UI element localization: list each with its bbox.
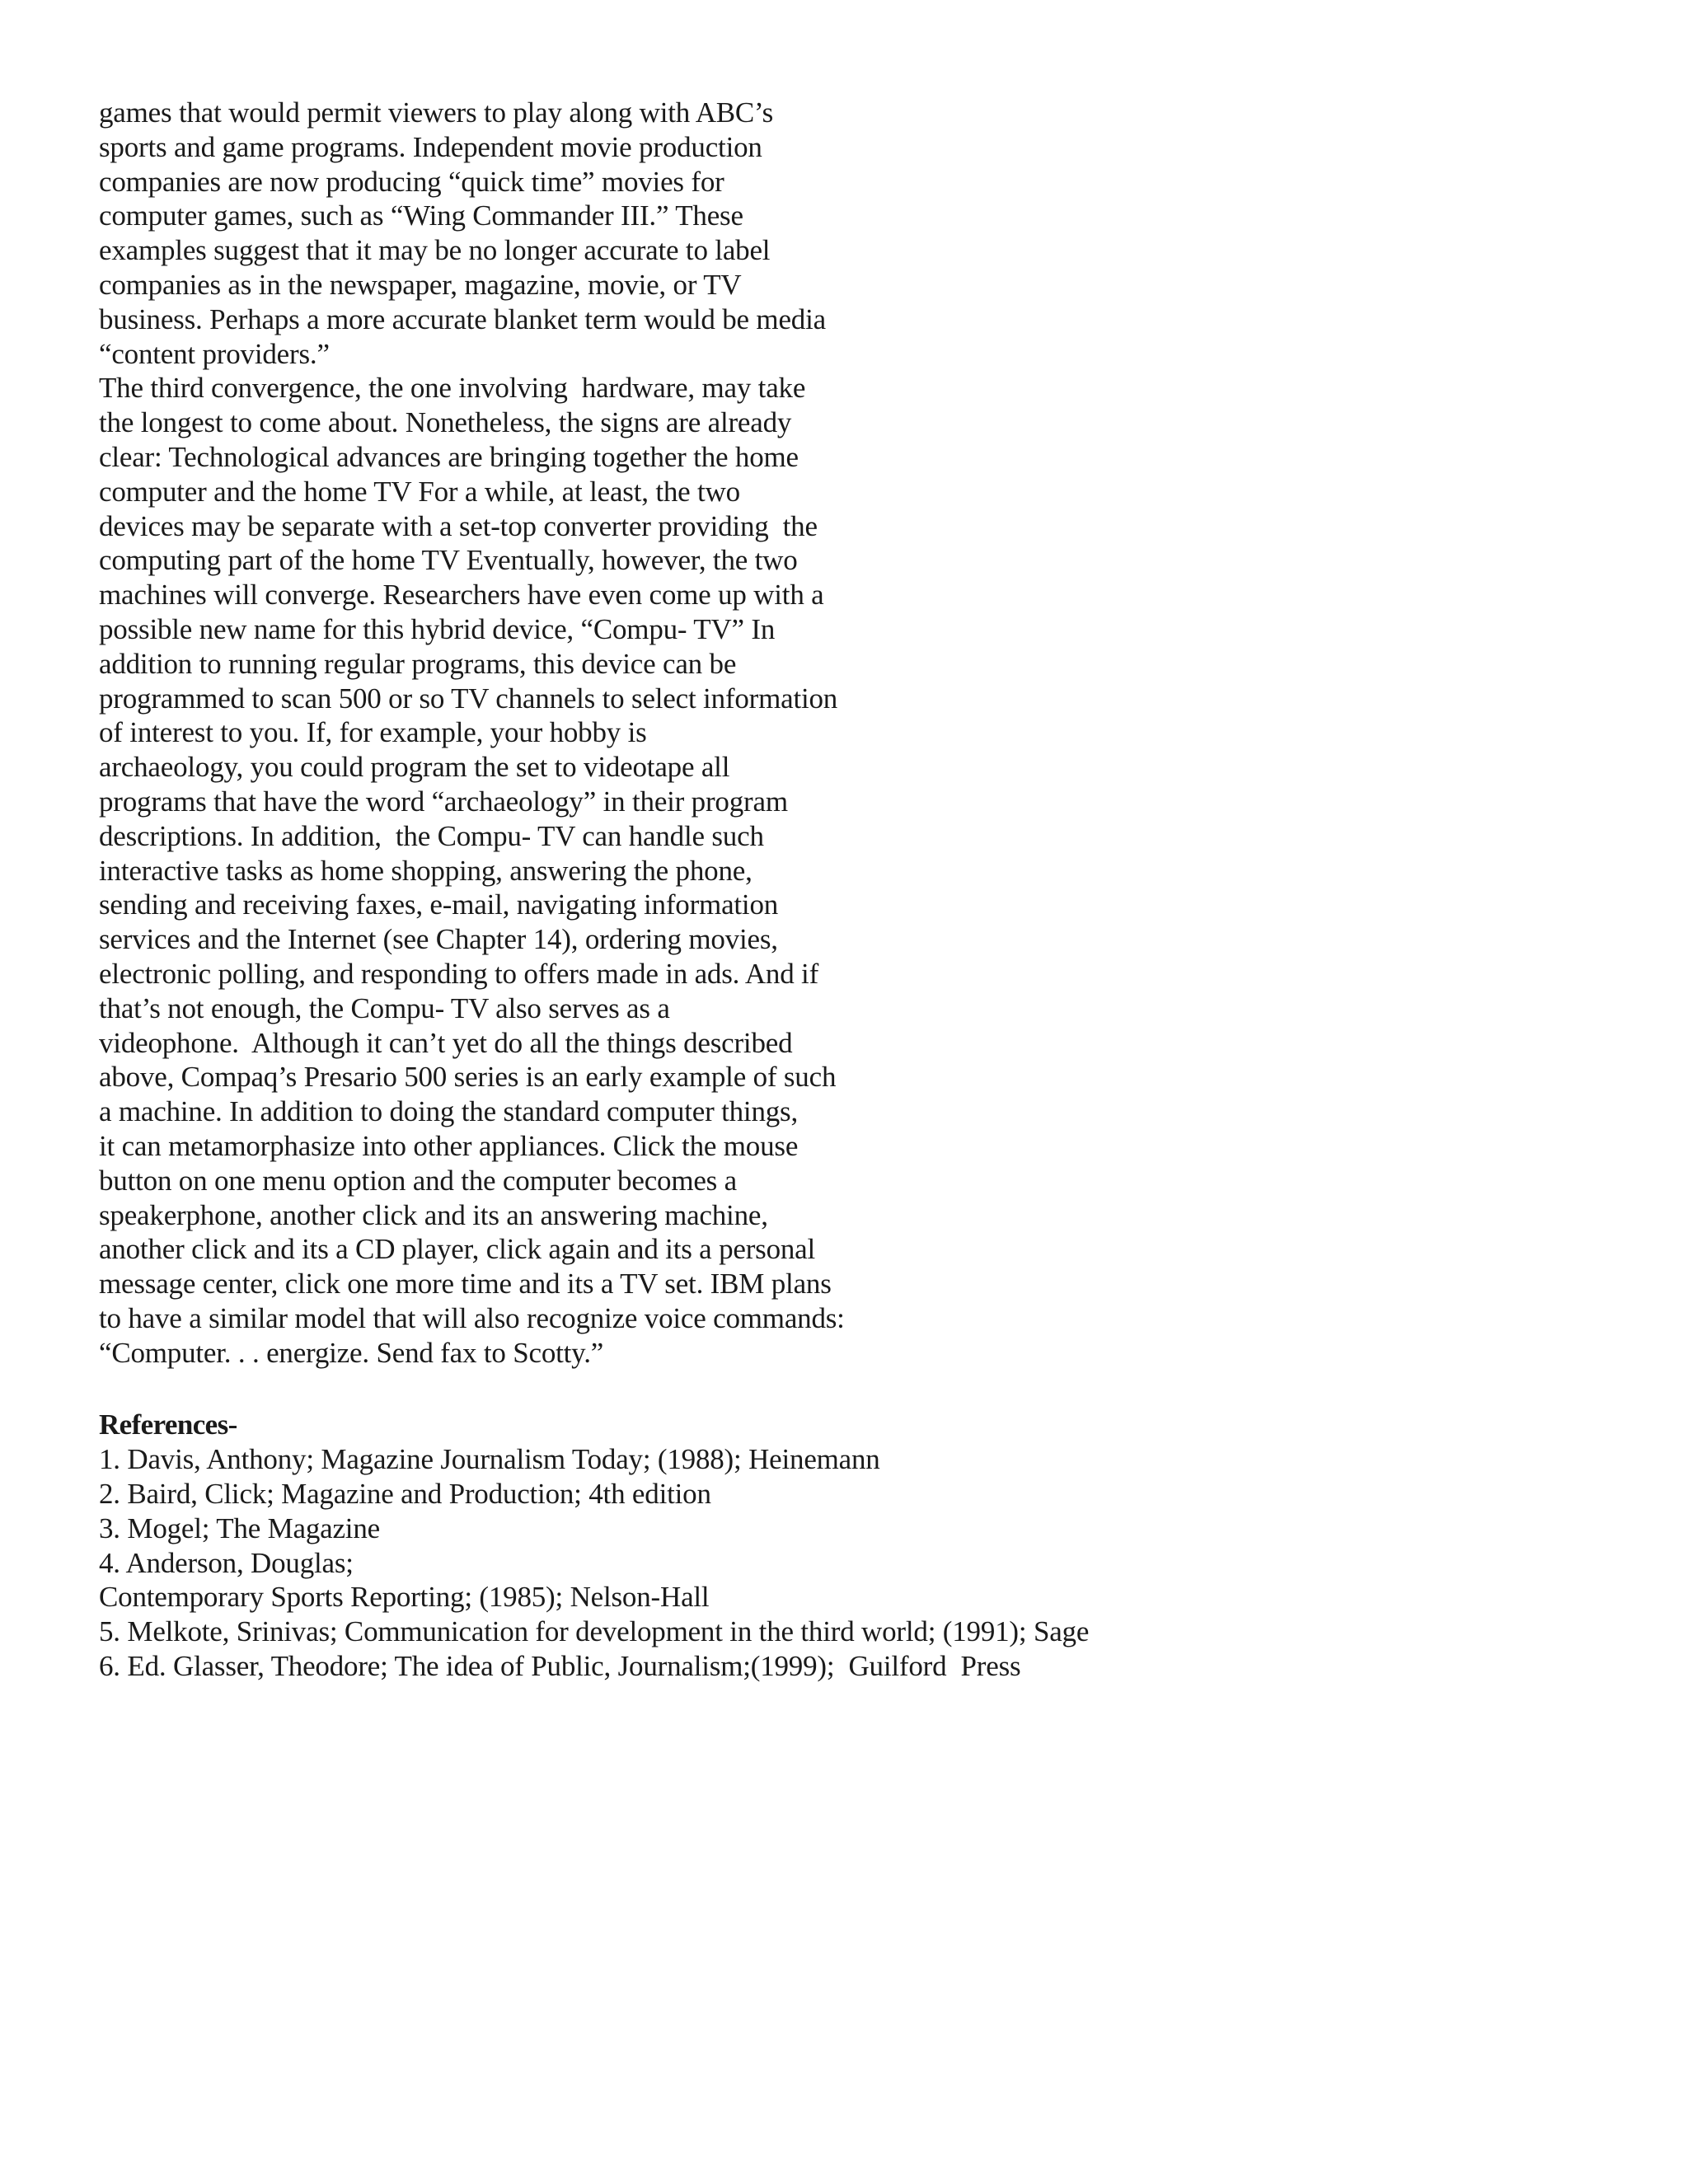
body-line: computing part of the home TV Eventually, however, the two — [99, 544, 798, 577]
body-line: computer games, such as “Wing Commander III.” These — [99, 199, 743, 232]
body-line: that’s not enough, the Compu- TV also serves as a — [99, 991, 670, 1024]
body-line: “Computer. . . energize. Send fax to Scotty.” — [99, 1336, 604, 1369]
reference-item: 4. Anderson, Douglas; — [99, 1546, 354, 1579]
body-line: it can metamorphasize into other appliances. Click the mouse — [99, 1129, 799, 1162]
references-heading: References- — [99, 1408, 237, 1441]
body-line: possible new name for this hybrid device, “Compu- TV” In — [99, 612, 776, 645]
body-line: archaeology, you could program the set to videotape all — [99, 751, 730, 784]
body-line: of interest to you. If, for example, your hobby is — [99, 716, 647, 749]
body-line: to have a similar model that will also recognize voice commands: — [99, 1301, 845, 1334]
reference-item: 2. Baird, Click; Magazine and Production; 4th edition — [99, 1478, 711, 1511]
body-line: addition to running regular programs, this device can be — [99, 647, 737, 680]
reference-item: 1. Davis, Anthony; Magazine Journalism Today; (1988); Heinemann — [99, 1443, 880, 1476]
body-line: descriptions. In addition, the Compu- TV can handle such — [99, 819, 764, 852]
body-line: companies as in the newspaper, magazine, movie, or TV — [99, 268, 742, 301]
body-line: clear: Technological advances are bringing together the home — [99, 440, 799, 473]
body-line: business. Perhaps a more accurate blanket term would be media — [99, 302, 826, 335]
references-section — [99, 1408, 1648, 1683]
body-line: companies are now producing “quick time” movies for — [99, 165, 724, 198]
body-line: speakerphone, another click and its an answering machine, — [99, 1198, 768, 1231]
body-line: a machine. In addition to doing the standard computer things, — [99, 1095, 799, 1128]
body-line: interactive tasks as home shopping, answering the phone, — [99, 854, 753, 887]
reference-item: 6. Ed. Glasser, Theodore; The idea of Public, Journalism;(1999); Guilford Press — [99, 1650, 1021, 1683]
body-line: sports and game programs. Independent movie production — [99, 130, 762, 163]
reference-item: Contemporary Sports Reporting; (1985); Nelson-Hall — [99, 1581, 710, 1614]
body-line: button on one menu option and the computer becomes a — [99, 1164, 737, 1197]
body-line: above, Compaq’s Presario 500 series is an early example of such — [99, 1061, 837, 1094]
body-line: electronic polling, and responding to offers made in ads. And if — [99, 957, 819, 990]
body-line: games that would permit viewers to play along with ABC’s — [99, 96, 773, 129]
body-line: machines will converge. Researchers have even come up with a — [99, 579, 824, 612]
body-line: “content providers.” — [99, 337, 330, 370]
body-line: programmed to scan 500 or so TV channels to select information — [99, 682, 838, 715]
reference-item: 5. Melkote, Srinivas; Communication for development in the third world; (1991); Sage — [99, 1615, 1090, 1648]
body-line: computer and the home TV For a while, at least, the two — [99, 475, 740, 508]
body-line: programs that have the word “archaeology” in their program — [99, 785, 788, 818]
reference-item: 3. Mogel; The Magazine — [99, 1511, 380, 1544]
body-line: message center, click one more time and its a TV set. IBM plans — [99, 1268, 832, 1301]
body-line: The third convergence, the one involving hardware, may take — [99, 372, 806, 405]
body-line: devices may be separate with a set-top converter providing the — [99, 509, 818, 542]
document-page — [99, 96, 1648, 1684]
body-line: the longest to come about. Nonetheless, the signs are already — [99, 406, 792, 439]
body-text — [99, 96, 1648, 1370]
body-line: videophone. Although it can’t yet do all the things described — [99, 1026, 793, 1059]
body-line: sending and receiving faxes, e-mail, navigating information — [99, 888, 779, 921]
body-line: services and the Internet (see Chapter 14), ordering movies, — [99, 923, 778, 956]
body-line: another click and its a CD player, click again and its a personal — [99, 1233, 816, 1266]
body-line: examples suggest that it may be no longer accurate to label — [99, 234, 771, 267]
